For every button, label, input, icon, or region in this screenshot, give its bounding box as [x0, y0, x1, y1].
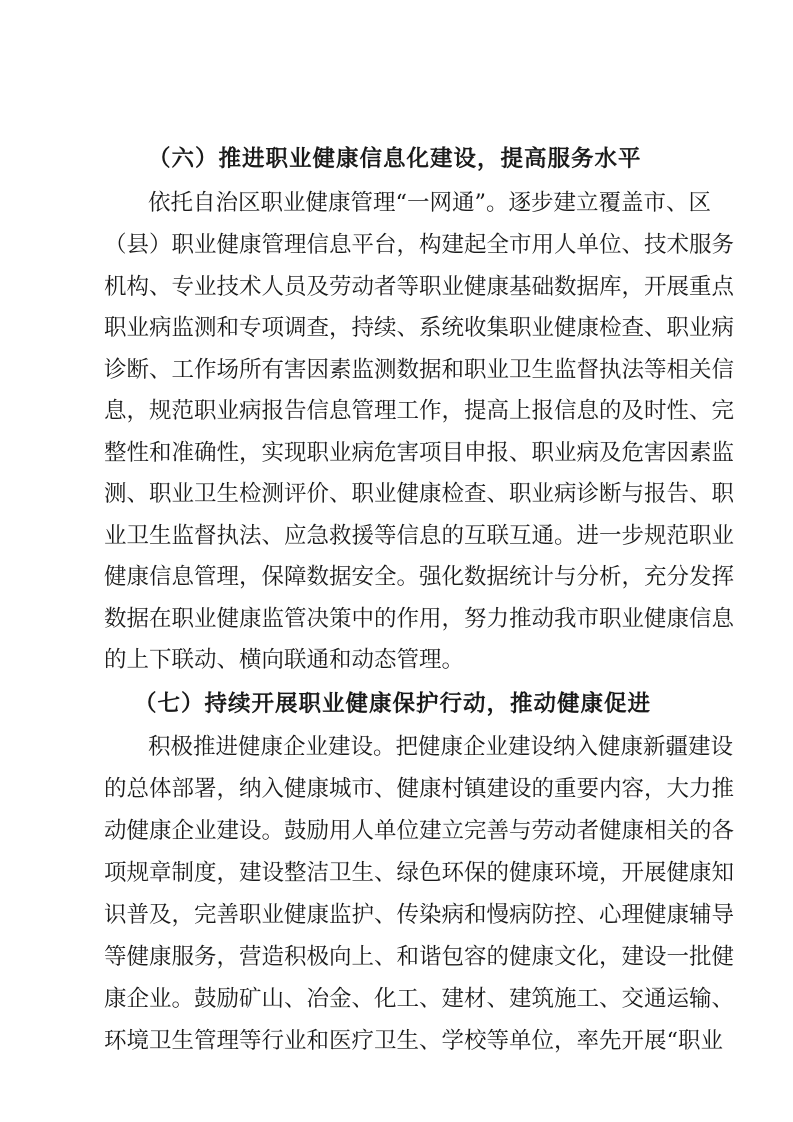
paragraph-line: （县）职业健康管理信息平台，构建起全市用人单位、技术服务 [104, 232, 735, 258]
paragraph-line: 数据在职业健康监管决策中的作用，努力推动我市职业健康信息 [104, 606, 735, 632]
section-7-heading: （七）持续开展职业健康保护行动，推动健康促进 [134, 691, 652, 717]
paragraph-line: 积极推进健康企业建设。把健康企业建设纳入健康新疆建设 [148, 734, 734, 760]
paragraph-line: 息，规范职业病报告信息管理工作，提高上报信息的及时性、完 [104, 398, 735, 424]
paragraph-line: 环境卫生管理等行业和医疗卫生、学校等单位，率先开展“职业 [104, 1028, 724, 1054]
paragraph-line: 机构、专业技术人员及劳动者等职业健康基础数据库，开展重点 [104, 274, 735, 300]
paragraph-line: 健康信息管理，保障数据安全。强化数据统计与分析，充分发挥 [104, 564, 735, 590]
section-6-heading: （六）推进职业健康信息化建设，提高服务水平 [148, 146, 642, 172]
paragraph-line: 动健康企业建设。鼓励用人单位建立完善与劳动者健康相关的各 [104, 818, 735, 844]
paragraph-line: 依托自治区职业健康管理“一网通”。逐步建立覆盖市、区 [148, 190, 712, 216]
paragraph-line: 的上下联动、横向联通和动态管理。 [104, 647, 465, 673]
paragraph-line: 康企业。鼓励矿山、冶金、化工、建材、建筑施工、交通运输、 [104, 986, 735, 1012]
paragraph-line: 等健康服务，营造积极向上、和谐包容的健康文化，建设一批健 [104, 944, 735, 970]
paragraph-line: 的总体部署，纳入健康城市、健康村镇建设的重要内容，大力推 [104, 776, 735, 802]
paragraph-line: 识普及，完善职业健康监护、传染病和慢病防控、心理健康辅导 [104, 902, 735, 928]
paragraph-line: 项规章制度，建设整洁卫生、绿色环保的健康环境，开展健康知 [104, 860, 735, 886]
paragraph-line: 业卫生监督执法、应急救援等信息的互联互通。进一步规范职业 [104, 523, 735, 549]
paragraph-line: 诊断、工作场所有害因素监测数据和职业卫生监督执法等相关信 [104, 357, 735, 383]
paragraph-line: 职业病监测和专项调查，持续、系统收集职业健康检查、职业病 [104, 315, 735, 341]
paragraph-line: 测、职业卫生检测评价、职业健康检查、职业病诊断与报告、职 [104, 481, 735, 507]
paragraph-line: 整性和准确性，实现职业病危害项目申报、职业病及危害因素监 [104, 440, 735, 466]
